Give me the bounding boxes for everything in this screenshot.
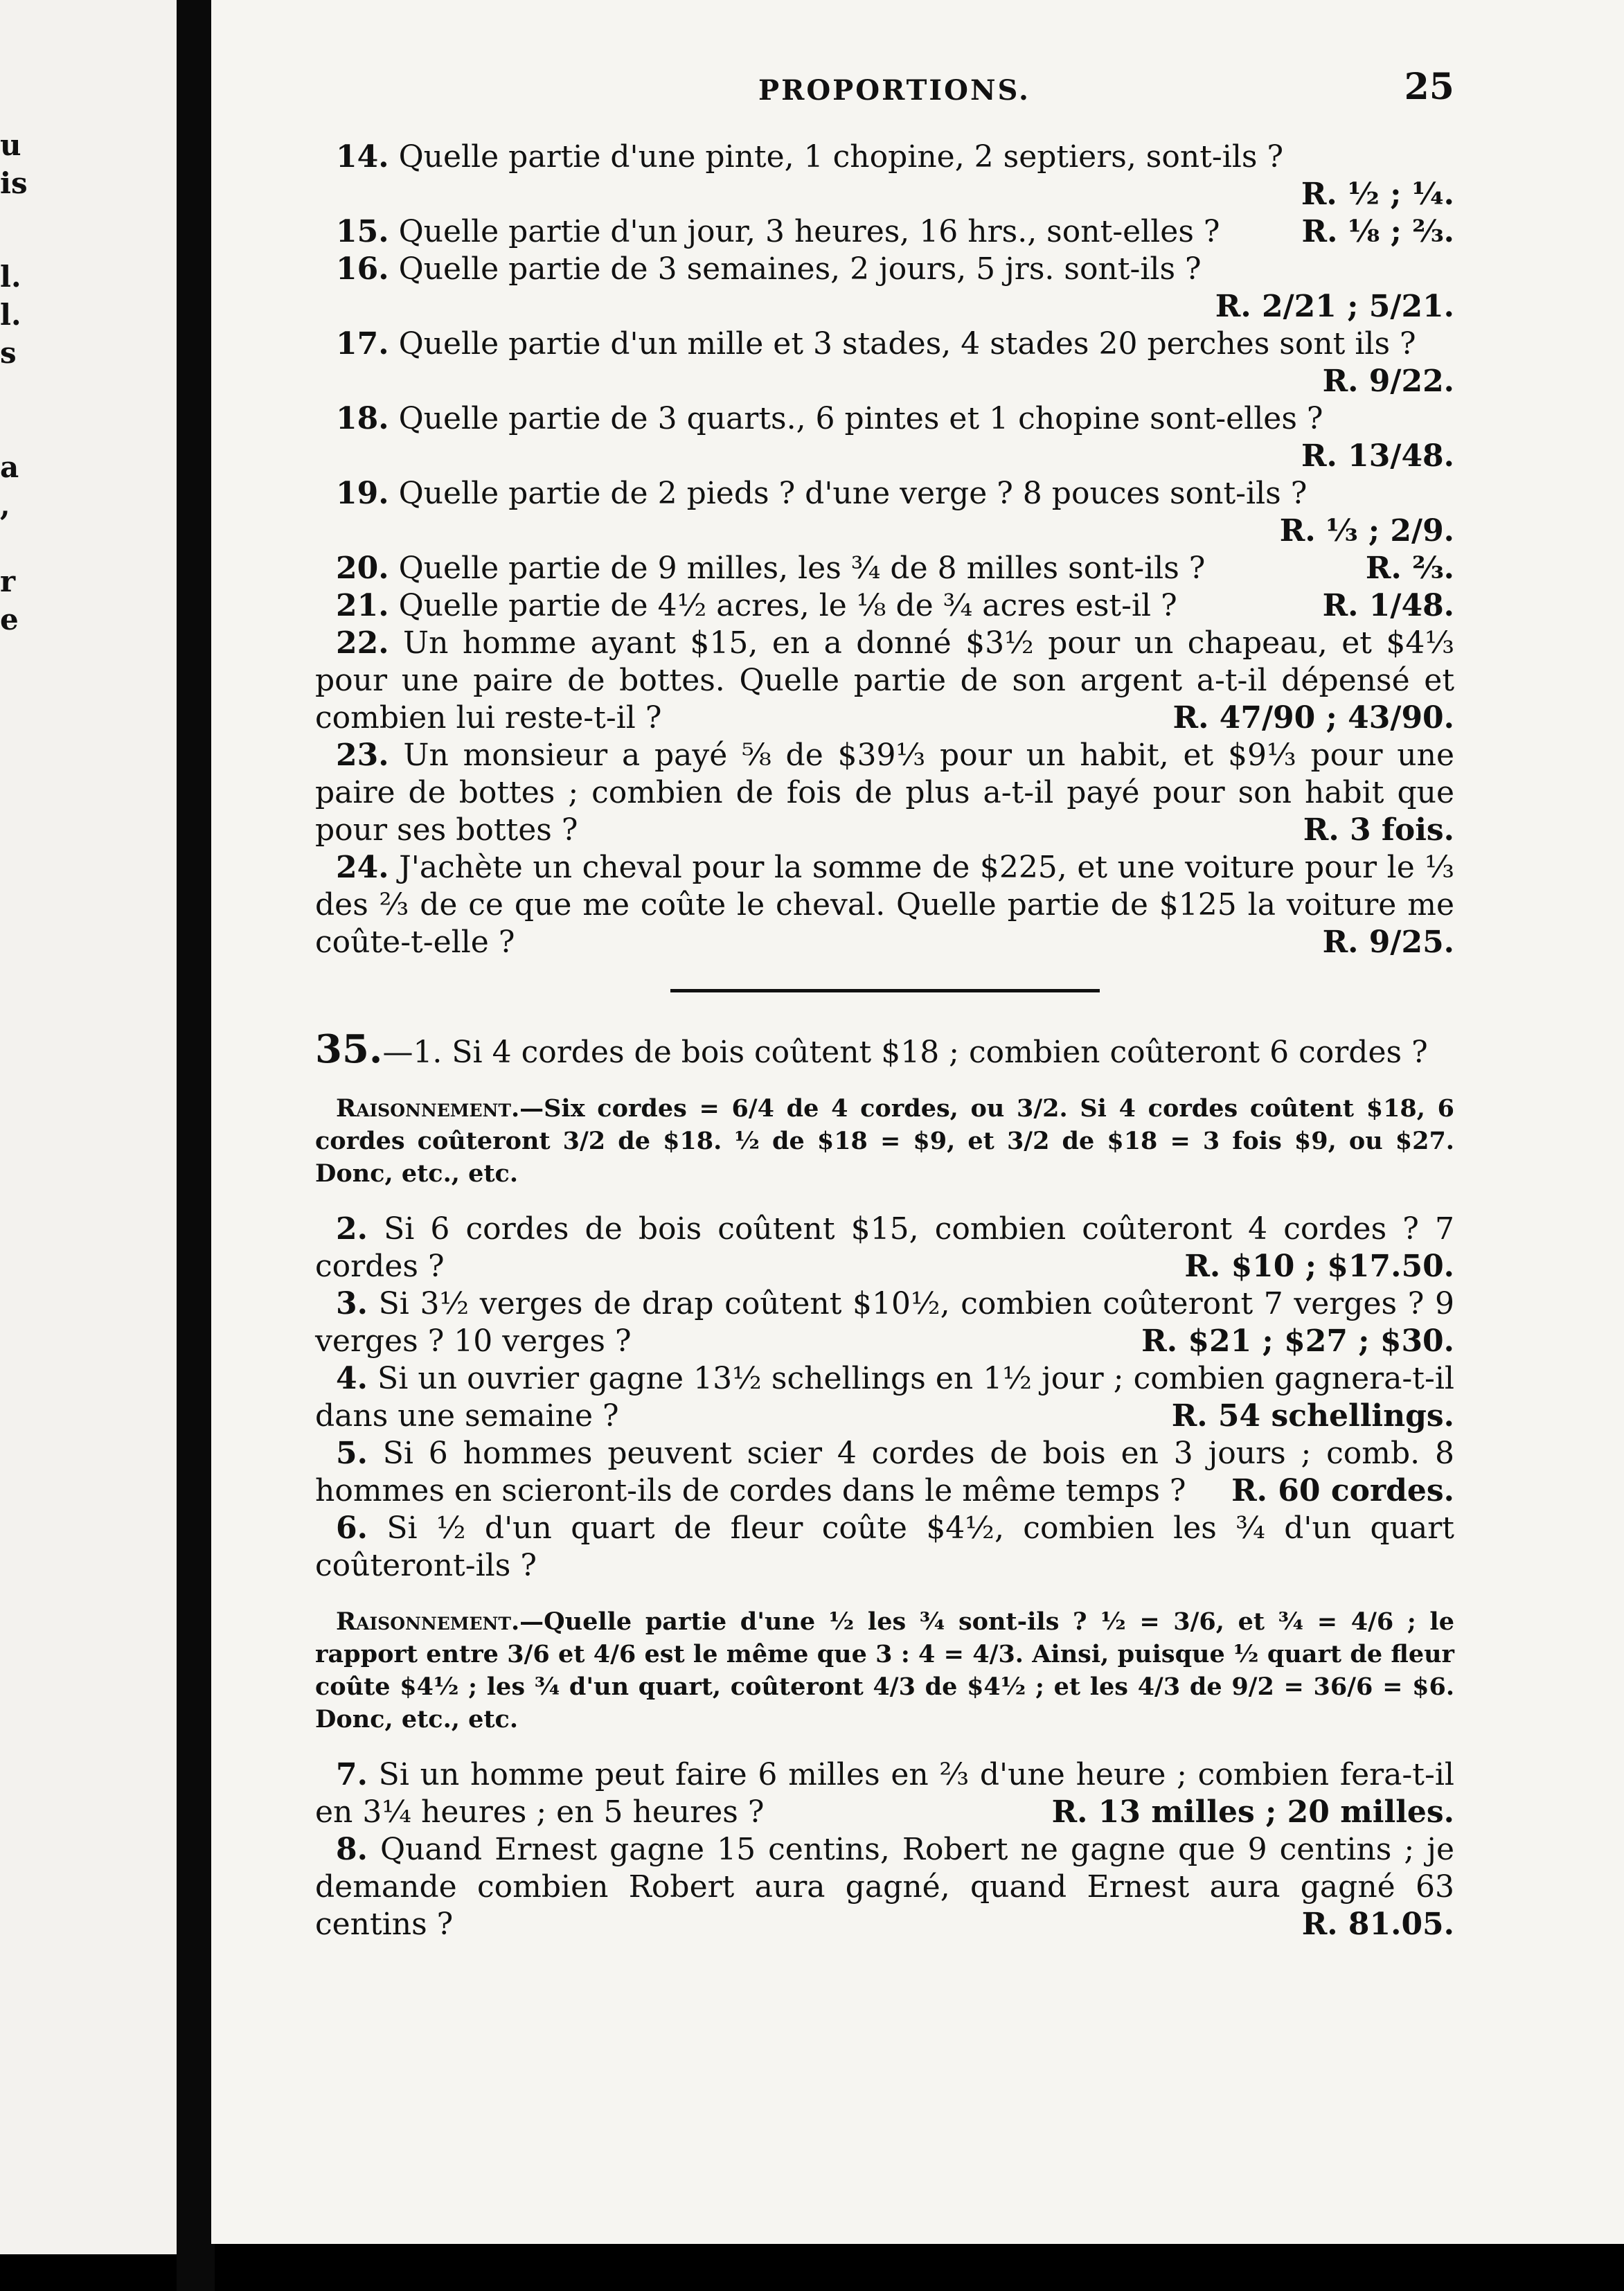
reasoning-text: —Quelle partie d'une ½ les ¾ sont-ils ? ½ = 3/6, et ¾ = 4/6 ; le rapport entre 3/6 et 4/6 est le même que 3 : 4 = 4/3. Ainsi, puisque ½ quart de fleur coûte $4½ ; les ¾ d'un quart, coûteront 4/3 de $4½ ; et les 4/3 de 9/2 = 36/6 = $6. Donc, etc., etc. xyxy=(315,1607,1454,1733)
exercise-item xyxy=(315,1211,1454,1285)
exercise-number: 7. xyxy=(336,1757,368,1792)
exercise-number: 8. xyxy=(336,1832,368,1867)
exercise-number: 2. xyxy=(336,1211,368,1247)
exercise-text: Quelle partie de 9 milles, les ¾ de 8 milles sont-ils ? xyxy=(398,551,1206,586)
reasoning-label: Raisonnement. xyxy=(336,1607,520,1636)
exercise-answer: R. ⅛ ; ⅔. xyxy=(1301,214,1454,249)
exercise-number: 21. xyxy=(336,588,389,623)
exercise-item xyxy=(315,475,1454,550)
exercise-number: 6. xyxy=(336,1510,368,1546)
exercise-text: Quelle partie d'une pinte, 1 chopine, 2 septiers, sont-ils ? xyxy=(398,139,1284,175)
exercise-answer: R. 13 milles ; 20 milles. xyxy=(1051,1794,1454,1830)
exercise-number: 14. xyxy=(336,139,389,175)
exercise-number: 18. xyxy=(336,401,389,436)
exercise-answer: R. 9/25. xyxy=(1322,925,1454,960)
exercise-text: Si un ouvrier gagne 13½ schellings en 1½ jour ; combien gagnera-t-il dans une semaine ? xyxy=(315,1361,1454,1434)
exercise-text: Quelle partie de 3 quarts., 6 pintes et 1 chopine sont-elles ? xyxy=(398,401,1323,436)
exercise-item xyxy=(315,737,1454,849)
exercise-list xyxy=(315,139,1454,961)
exercise-item xyxy=(315,1756,1454,1831)
exercise-answer: R. ½ ; ¼. xyxy=(1301,177,1454,212)
exercise-number: 5. xyxy=(336,1436,368,1471)
exercise-answer: R. 1/48. xyxy=(1322,588,1454,623)
exercise-number: 24. xyxy=(336,850,389,885)
exercise-text: Quelle partie de 4½ acres, le ⅛ de ¾ acres est-il ? xyxy=(398,588,1177,623)
book-binding-shadow xyxy=(177,0,215,2291)
exercise-answer: R. 47/90 ; 43/90. xyxy=(1172,700,1454,736)
exercise-answer: R. ⅓ ; 2/9. xyxy=(1279,513,1454,549)
exercise-list xyxy=(315,1756,1454,1943)
exercise-text: —1. Si 4 cordes de bois coûtent $18 ; combien coûteront 6 cordes ? xyxy=(382,1035,1428,1070)
exercise-number: 23. xyxy=(336,738,389,773)
exercise-item xyxy=(315,1360,1454,1435)
running-title: PROPORTIONS. xyxy=(758,74,1030,107)
exercise-text: Un homme ayant $15, en a donné $3½ pour un chapeau, et $4⅓ pour une paire de bottes. Quelle partie de son argent a-t-il dépensé et combien lui reste-t-il ? xyxy=(315,625,1454,736)
exercise-item xyxy=(315,550,1454,587)
exercise-text: Un monsieur a payé ⅝ de $39⅓ pour un habit, et $9⅓ pour une paire de bottes ; combien de fois de plus a-t-il payé pour son habit que pour ses bottes ? xyxy=(315,738,1454,848)
exercise-answer: R. ⅔. xyxy=(1365,551,1454,586)
exercise-item xyxy=(315,1510,1454,1585)
reasoning-block xyxy=(315,1605,1454,1736)
exercise-answer: R. 9/22. xyxy=(1322,364,1454,399)
exercise-answer: R. 81.05. xyxy=(1301,1907,1454,1942)
book-page xyxy=(211,0,1624,2244)
page-content xyxy=(315,139,1454,1943)
left-page-fragment: l. xyxy=(0,298,21,332)
left-page-fragment: , xyxy=(0,488,10,522)
exercise-item xyxy=(315,625,1454,737)
left-page-fragment: a xyxy=(0,450,19,484)
exercise-text: Si un homme peut faire 6 milles en ⅔ d'une heure ; combien fera-t-il en 3¼ heures ; en 5 heures ? xyxy=(315,1757,1454,1830)
exercise-text: Quelle partie d'un jour, 3 heures, 16 hrs., sont-elles ? xyxy=(398,214,1220,249)
reasoning-text: —Six cordes = 6/4 de 4 cordes, ou 3/2. Si 4 cordes coûtent $18, 6 cordes coûteront 3/2 de $18. ½ de $18 = $9, et 3/2 de $18 = 3 fois $9, ou $27. Donc, etc., etc. xyxy=(315,1094,1454,1188)
exercise-item xyxy=(315,251,1454,326)
exercise-text: Quand Ernest gagne 15 centins, Robert ne gagne que 9 centins ; je demande combien Robert aura gagné, quand Ernest aura gagné 63 centins ? xyxy=(315,1832,1454,1942)
exercise-number: 19. xyxy=(336,476,389,511)
left-page-fragment: r xyxy=(0,564,16,598)
exercise-answer: R. $21 ; $27 ; $30. xyxy=(1141,1323,1454,1359)
left-page-fragment: u xyxy=(0,128,21,162)
exercise-item xyxy=(315,400,1454,475)
exercise-answer: R. 13/48. xyxy=(1301,438,1454,474)
exercise-answer: R. 3 fois. xyxy=(1303,812,1454,848)
exercise-number: 20. xyxy=(336,551,389,586)
exercise-answer: R. 54 schellings. xyxy=(1171,1398,1454,1434)
exercise-number: 16. xyxy=(336,251,389,287)
exercise-item xyxy=(315,139,1454,213)
section-number: 35. xyxy=(315,1026,383,1072)
exercise-text: Si ½ d'un quart de fleur coûte $4½, combien les ¾ d'un quart coûteront-ils ? xyxy=(315,1510,1454,1583)
exercise-answer: R. 2/21 ; 5/21. xyxy=(1215,289,1454,324)
exercise-text: Quelle partie d'un mille et 3 stades, 4 stades 20 perches sont ils ? xyxy=(398,326,1416,362)
exercise-item xyxy=(315,213,1454,251)
section-35-first-exercise xyxy=(315,1026,1454,1072)
exercise-list xyxy=(315,1211,1454,1585)
reasoning-label: Raisonnement. xyxy=(336,1094,520,1123)
exercise-text: Quelle partie de 2 pieds ? d'une verge ? 8 pouces sont-ils ? xyxy=(398,476,1308,511)
reasoning-block xyxy=(315,1092,1454,1190)
exercise-number: 15. xyxy=(336,214,389,249)
section-divider xyxy=(670,989,1100,992)
exercise-text: Si 6 cordes de bois coûtent $15, combien coûteront 4 cordes ? 7 cordes ? xyxy=(315,1211,1454,1284)
exercise-item xyxy=(315,326,1454,400)
exercise-number: 4. xyxy=(336,1361,368,1396)
exercise-text: Quelle partie de 3 semaines, 2 jours, 5 jrs. sont-ils ? xyxy=(398,251,1202,287)
exercise-item xyxy=(315,587,1454,625)
exercise-item xyxy=(315,1831,1454,1943)
page-number: 25 xyxy=(1404,66,1454,108)
exercise-number: 22. xyxy=(336,625,389,661)
left-page-margin xyxy=(0,0,177,2254)
exercise-item xyxy=(315,1435,1454,1510)
exercise-answer: R. $10 ; $17.50. xyxy=(1184,1249,1454,1284)
exercise-item xyxy=(315,1285,1454,1360)
exercise-number: 3. xyxy=(336,1286,368,1321)
left-page-fragment: s xyxy=(0,336,17,370)
page-header xyxy=(211,66,1454,114)
exercise-text: Si 3½ verges de drap coûtent $10½, combien coûteront 7 verges ? 9 verges ? 10 verges ? xyxy=(315,1286,1454,1359)
exercise-text: Si 6 hommes peuvent scier 4 cordes de bois en 3 jours ; comb. 8 hommes en scieront-ils de cordes dans le même temps ? xyxy=(315,1436,1454,1508)
left-page-fragment: e xyxy=(0,603,19,636)
exercise-number: 17. xyxy=(336,326,389,362)
exercise-item xyxy=(315,849,1454,961)
left-page-fragment: l. xyxy=(0,260,21,294)
left-page-fragment: is xyxy=(0,166,28,200)
exercise-text: J'achète un cheval pour la somme de $225, et une voiture pour le ⅓ des ⅔ de ce que me coûte le cheval. Quelle partie de $125 la voiture me coûte-t-elle ? xyxy=(315,850,1454,960)
exercise-answer: R. 60 cordes. xyxy=(1231,1473,1454,1508)
